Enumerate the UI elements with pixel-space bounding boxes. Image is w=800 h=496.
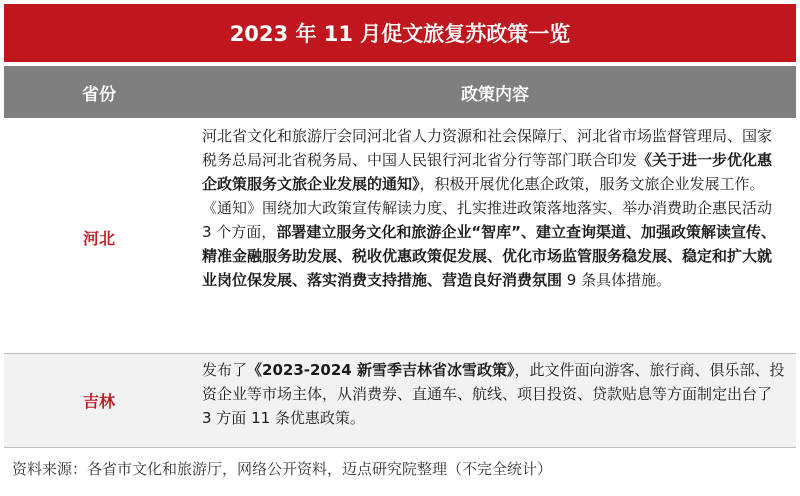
header-content: 政策内容 — [461, 84, 529, 105]
policy-text: ，此文件面向游客、旅行商、俱乐部、投资企业等市场主体，从消费券、直通车、航线、项目投资、贷款贴息等方面制定出台了 3 方面 11 条优惠政策。 — [202, 361, 785, 427]
policy-document-name: 《2023-2024 新雪季吉林省冰雪政策》 — [247, 361, 515, 379]
table-title: 2023 年 11 月促文旅复苏政策一览 — [4, 4, 796, 62]
policy-text: ，积极开展优化惠企政策，服务文旅企业发展工作。《通知》围绕加大政策宣传解读力度、扎实推进政策落地落实、举办消费助企惠民活动 3 个方面， — [202, 175, 773, 241]
policy-content-cell — [194, 122, 786, 353]
source-note: 资料来源：各省市文化和旅游厅，网络公开资料，迈点研究院整理（不完全统计） — [12, 460, 553, 478]
header-province: 省份 — [82, 84, 116, 105]
table-header — [4, 66, 796, 118]
table-bottom-border — [4, 447, 796, 448]
province-cell: 吉林 — [82, 392, 115, 411]
table-row — [4, 122, 796, 353]
table-row — [4, 354, 796, 447]
policy-text: 河北省文化和旅游厅会同河北省人力资源和社会保障厅、河北省市场监督管理局、国家税务总局河北省税务局、中国人民银行河北省分行等部门联合印发 — [202, 127, 773, 169]
policy-document-name: 《关于进一步优化惠企政策服务文旅企业发展的通知》 — [202, 151, 773, 193]
policy-text: 发布了 — [202, 361, 248, 379]
policy-content-cell — [194, 354, 786, 447]
policy-text: 9 条具体措施。 — [562, 271, 672, 289]
policy-measures: 部署建立服务文化和旅游企业“智库”、建立查询渠道、加强政策解读宣传、精准金融服务助发展、税收优惠政策促发展、优化市场监管服务稳发展、稳定和扩大就业岗位保发展、落实消费支持措施、营造良好消费氛围 — [202, 223, 777, 289]
province-cell: 河北 — [82, 229, 115, 248]
